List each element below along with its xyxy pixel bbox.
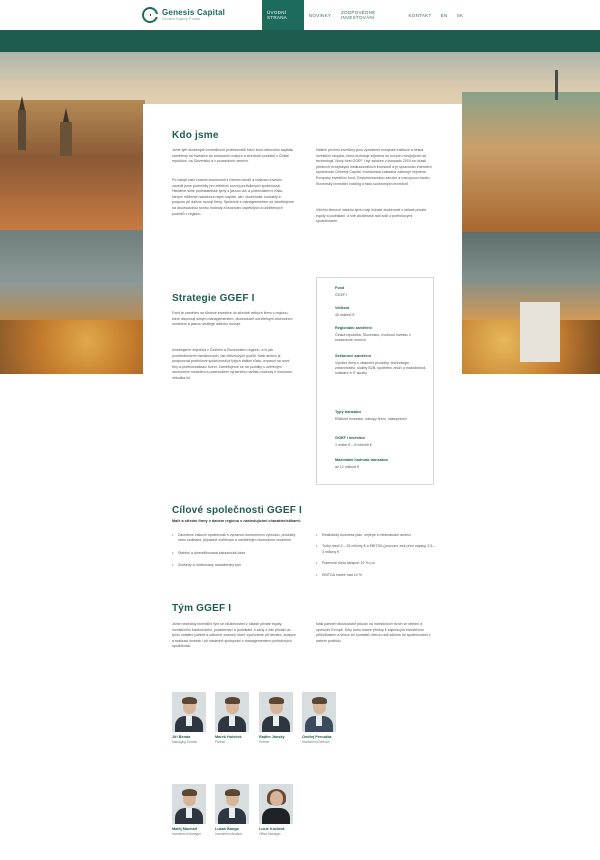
nav-item-news[interactable]: NOVINKY xyxy=(308,12,332,18)
fact-value-fund: GGEF I xyxy=(335,293,348,297)
main-nav xyxy=(262,0,468,30)
about-title: Kdo jsme xyxy=(172,130,219,141)
fact-label-size: Velikost xyxy=(335,306,350,310)
targets-title: Cílové společnosti GGEF I xyxy=(172,505,303,516)
list-item: • Potenciál růstu alespoň 10 % p.a. xyxy=(316,561,438,566)
fact-value-sector: Výrobní firmy s vlastními produkty, technologie, zdravotnictví, služby B2B, spotřební zboží a maloobchod, software a IT služby xyxy=(335,361,427,376)
member-name: Lucie Kozlová xyxy=(259,827,285,831)
header-band xyxy=(0,30,600,52)
fact-label-region: Regionální zaměření xyxy=(335,326,372,330)
nav-item-home[interactable]: ÚVODNÍ STRANA xyxy=(262,0,304,30)
strategy-p2: Investujeme zejména v Českém a Slovenském regionu, a to jak prostřednictvím menšinových, tak většinových podílů. Naší ambicí je podporovat portfoliové společnosti při jejich dalším růstu, expanzi na nové trhy a profesionalizaci řízení. Zaměřujeme se na podniky s ověřeným obchodním modelem a potenciálem výrazného nárůstu hodnoty v horizontu několika let. xyxy=(172,348,292,380)
targets-list-right xyxy=(316,533,438,578)
avatar xyxy=(302,692,336,732)
member-role: Partner xyxy=(215,740,226,744)
about-col2-p1: Našimi prvními investory jsou významné evropské instituce a česká investiční skupina, která investuje zejména do nových rozvíjejících se technologií. Nový fond GGEF I byl založen v listopadu 2019 za účasti předních evropských institucionálních investorů a je spravován investiční společností Genesis Capital. Investorská základna zahrnuje zejména Evropský investiční fond, Českomoravskou záruční a rozvojovou banku, Slovenský investiční holding a řadu soukromých investorů. xyxy=(316,148,432,186)
avatar xyxy=(172,692,206,732)
list-item: • Realistický business plán, nejlépe s mezinárodní ambicí xyxy=(316,533,438,538)
strategy-title: Strategie GGEF I xyxy=(172,293,255,304)
team-col2: Naši partneři dlouhodobě působí na investičních trzích ve střední a východní Evropě. Díky tomu máme přístup k zajímavým investičním příležitostem a silnou síť kontaktů, kterou rádi sdílíme se společnostmi v našem portfoliu. xyxy=(316,622,431,643)
member-name: Jiří Benda xyxy=(172,735,191,739)
fact-label-transaction-types: Typy transakcí xyxy=(335,410,362,414)
about-col2-p2: Všichni členové našeho týmu mají bohaté zkušenosti z oblasti private equity a podnikání, a své zkušenosti rádi sdílí s portfoliovými společnostmi. xyxy=(316,208,427,224)
avatar xyxy=(215,692,249,732)
about-col1-p1: Jsme tým zkušených investičních profesionálů řídící fond rizikového kapitálu zaměřený na investice do rostoucích malých a středních podniků v České republice, na Slovensku a v sousedních zemích. xyxy=(172,148,294,164)
nav-item-responsible-investing[interactable]: ZODPOVĚDNÉ INVESTOVÁNÍ xyxy=(341,10,376,20)
member-name: Matěj Machart xyxy=(172,827,198,831)
member-name: Ondřej Peroutka xyxy=(302,735,332,739)
fact-label-fund: Fond xyxy=(335,286,345,290)
team-member[interactable] xyxy=(172,784,206,836)
member-role: Investment Director xyxy=(302,740,330,744)
fact-value-max-transaction: až 12 milionů € xyxy=(335,465,360,469)
member-name: Marek Holeček xyxy=(215,735,242,739)
list-item: • Zkušený a motivovaný manažerský tým xyxy=(172,563,296,568)
about-col1-p2: Po nabytí naší značné zkušenosti s řízením fondů a realizací investic, zavedli jsme podmínky pro efektivní rozvoj portfoliových společností. Hledáme silné podnikatelské týmy s jasnou vizí a potenciálem k růstu, kterým můžeme nabídnout nejen kapitál, ale i zkušenosti, kontakty a podporu při dalším rozvoji firmy. Společně s managementem se zaměřujeme na dlouhodobou tvorbu hodnoty a budování úspěšných a udržitelných podniků v regionu. xyxy=(172,178,294,216)
team-member[interactable] xyxy=(259,784,293,836)
targets-subtitle: Malé a střední firmy v daném regionu s následujícími charakteristikami: xyxy=(172,519,301,523)
team-member[interactable] xyxy=(259,692,293,744)
team-member[interactable] xyxy=(215,692,249,744)
nav-item-lang-sk[interactable]: SK xyxy=(456,12,464,18)
fact-label-max-transaction: Maximální hodnota transakce xyxy=(335,458,389,462)
member-name: Lukáš Banga xyxy=(215,827,239,831)
logo-mark-icon xyxy=(142,7,158,23)
member-role: Investment Analyst xyxy=(215,832,242,836)
strategy-p1: Fond je zaměřen na růstové investice do středně velkých firem v regionu, které disponují silným managementem, dlouhodobě udržitelným obchodním modelem a jasnou strategií dalšího rozvoje. xyxy=(172,311,293,327)
site-header xyxy=(0,0,600,30)
fact-label-sector: Sektorové zaměření xyxy=(335,354,371,358)
member-role: Investment Manager xyxy=(172,832,202,836)
avatar xyxy=(172,784,206,824)
team-title: Tým GGEF I xyxy=(172,603,232,614)
logo[interactable] xyxy=(142,5,225,25)
fact-value-region: Česká republika, Slovensko, možnost investic v sousedních zemích xyxy=(335,333,411,343)
fund-facts-box xyxy=(316,277,434,485)
team-member[interactable] xyxy=(215,784,249,836)
logo-tagline: Growth Equity Funds xyxy=(162,16,201,21)
member-role: Office Manager xyxy=(259,832,281,836)
team-member[interactable] xyxy=(172,692,206,744)
list-item: • EBITDA marže nad 10 % xyxy=(316,573,438,578)
nav-item-contact[interactable]: KONTAKT xyxy=(408,12,432,18)
member-name: Radim Jánský xyxy=(259,735,285,739)
fact-label-investment: GGEF I investice xyxy=(335,436,366,440)
fact-value-size: 40 milionů € xyxy=(335,313,355,317)
member-role: Managing Partner xyxy=(172,740,198,744)
list-item: • Zavedené ziskové společnosti s výraznou konkurenční výhodou, produkty nebo službami, případně ověřeným a udržitelným obchodním modelem xyxy=(172,533,296,544)
targets-list-left xyxy=(172,533,296,569)
team-member[interactable] xyxy=(302,692,336,744)
nav-item-lang-en[interactable]: EN xyxy=(440,12,448,18)
list-item: • Stabilní a diverzifikovaná zákaznická báze xyxy=(172,551,296,556)
member-role: Partner xyxy=(259,740,270,744)
fact-value-investment: 1 milion € – 6 milionů € xyxy=(335,443,372,447)
avatar xyxy=(259,784,293,824)
team-col1: Jsme nezávislý investiční tým se zkušenostmi z oblasti private equity, investičního bankovnictví, poradenství a podnikání. Každý z nás přináší do týmu unikátní pohled a odborné znalosti, které využíváme při hledání, analýze a realizaci investic i při následné spolupráci s managementem portfoliových společností. xyxy=(172,622,296,649)
list-item: • Tržby mezi 3 – 25 miliony € a EBITDA (provozní zisk před odpisy) 0,5 – 3 miliony € xyxy=(316,544,438,555)
avatar xyxy=(259,692,293,732)
avatar xyxy=(215,784,249,824)
fact-value-transaction-types: Růstové investice, odkupy firem, nástupnictví xyxy=(335,417,407,421)
logo-name: Genesis Capital xyxy=(162,7,226,17)
